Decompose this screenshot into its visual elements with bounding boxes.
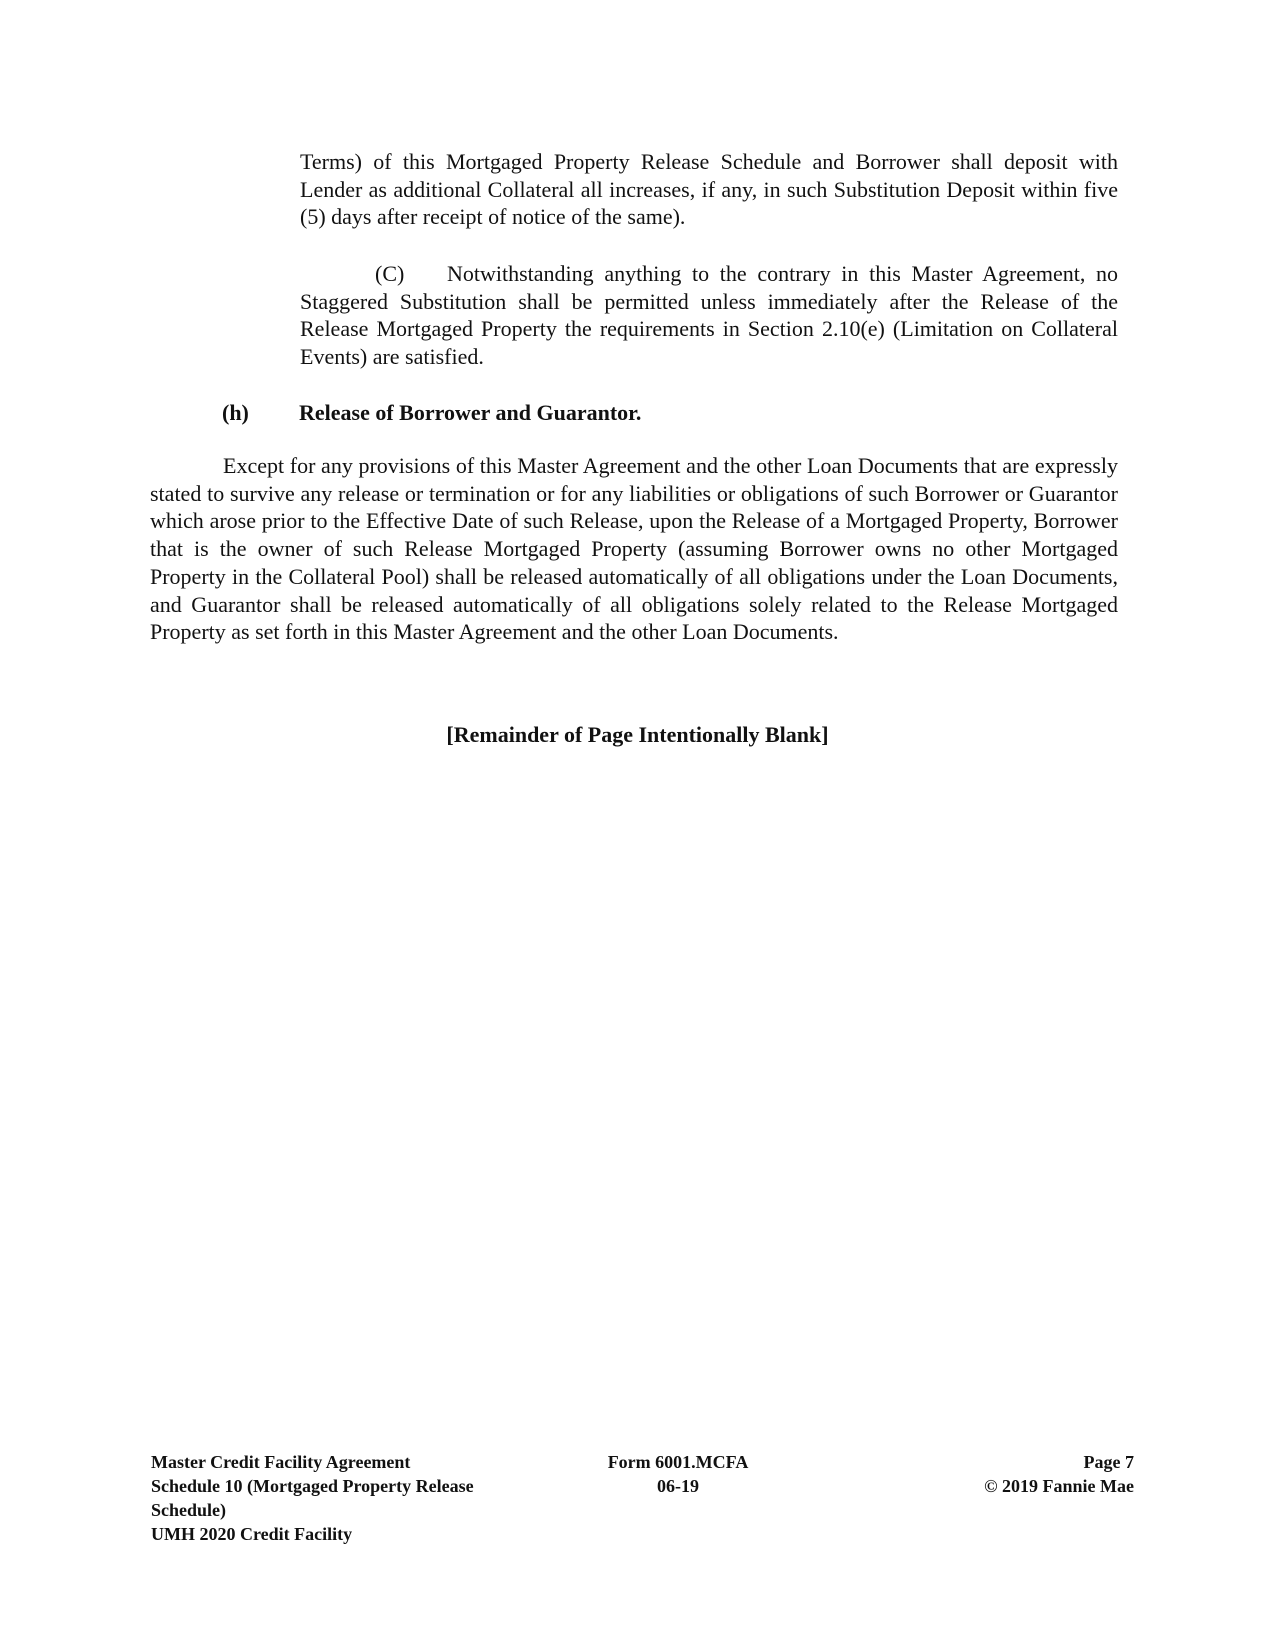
footer-agreement-title: Master Credit Facility Agreement <box>151 1452 411 1472</box>
footer-schedule-title: Schedule 10 (Mortgaged Property Release Schedule) <box>151 1476 474 1520</box>
footer-left <box>151 1450 571 1546</box>
footer-copyright: © 2019 Fannie Mae <box>984 1476 1134 1496</box>
footer-right <box>900 1450 1134 1498</box>
remainder-blank-note: [Remainder of Page Intentionally Blank] <box>446 722 829 747</box>
continuation-paragraph: Terms) of this Mortgaged Property Release Schedule and Borrower shall deposit with Lender as additional Collateral all increases, if any, in such Substitution Deposit within five (5) days after receipt of notice of the same). <box>300 149 1118 230</box>
section-h-title: Release of Borrower and Guarantor. <box>299 400 642 425</box>
section-h-heading <box>222 400 641 426</box>
footer-center <box>578 1450 778 1498</box>
section-h-body: Except for any provisions of this Master Agreement and the other Loan Documents that are expressly stated to survive any release or termination or for any liabilities or obligations of such Borrower or Guarantor which arose prior to the Effective Date of such Release, upon the Release of a Mortgaged Property, Borrower that is the owner of such Release Mortgaged Property (assuming Borrower owns no other Mortgaged Property in the Collateral Pool) shall be released automatically of all obligations under the Loan Documents, and Guarantor shall be released automatically of all obligations solely related to the Release Mortgaged Property as set forth in this Master Agreement and the other Loan Documents. <box>150 453 1118 645</box>
paragraph-c-text: Notwithstanding anything to the contrary in this Master Agreement, no Staggered Substitution shall be permitted unless immediately after the Release of the Release Mortgaged Property the requirements in Section 2.10(e) (Limitation on Collateral Events) are satisfied. <box>300 261 1118 370</box>
footer-form-number: Form 6001.MCFA <box>607 1452 749 1472</box>
footer-facility-name: UMH 2020 Credit Facility <box>151 1524 353 1544</box>
section-h-number: (h) <box>222 400 249 425</box>
footer-form-date: 06-19 <box>657 1476 699 1496</box>
paragraph-c-label: (C) <box>375 261 405 286</box>
paragraph-c <box>300 260 1118 371</box>
footer-page-number: Page 7 <box>1083 1452 1134 1472</box>
